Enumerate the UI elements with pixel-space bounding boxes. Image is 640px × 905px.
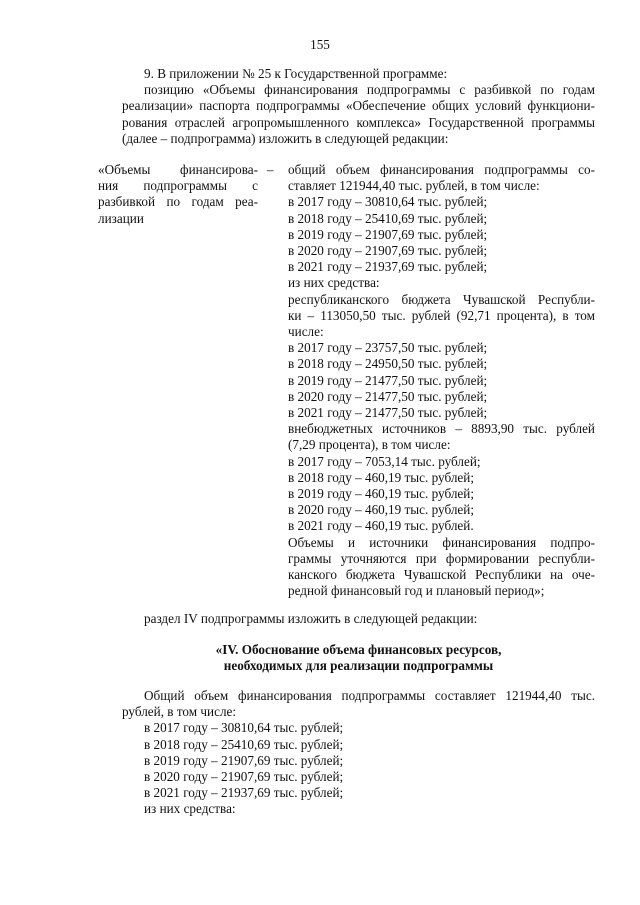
closing-line: в 2017 году – 30810,64 тыс. рублей; [144,720,344,736]
right-cell-line: в 2017 году – 7053,14 тыс. рублей; [288,453,481,469]
intro-paragraph [122,66,595,147]
intro-line: (далее – подпрограмма) изложить в следующей редакции: [122,130,449,146]
right-cell-line: ки – 113050,50 тыс. рублей (92,71 процента), в том [288,307,595,323]
right-cell-line: (7,29 процента), в том числе: [288,437,451,453]
right-cell-line: внебюджетных источников – 8893,90 тыс. рублей [288,421,595,437]
right-cell-line: в 2017 году – 30810,64 тыс. рублей; [288,194,488,210]
table-left-cell [98,162,258,227]
table-dash: – [267,162,274,177]
right-cell-line: граммы уточняются при формировании республи- [288,550,595,566]
intro-line: реализации» паспорта подпрограммы «Обеспечение общих условий функциони- [122,98,595,114]
closing-line: рублей, в том числе: [122,704,237,720]
right-cell-line: в 2020 году – 460,19 тыс. рублей; [288,502,474,518]
right-cell-line: редной финансовый год и плановый период»; [288,583,545,599]
section-instruction: раздел IV подпрограммы изложить в следующей редакции: [144,611,478,626]
section-heading-line: «IV. Обоснование объема финансовых ресурсов, [215,642,502,657]
closing-paragraph [122,688,595,818]
right-cell-line: из них средства: [288,275,380,291]
page-number: 155 [310,37,330,52]
left-cell-line: лизации [98,210,144,226]
right-cell-line: Объемы и источники финансирования подпро- [288,534,595,550]
right-cell-line: в 2017 году – 23757,50 тыс. рублей; [288,340,488,356]
right-cell-line: в 2018 году – 24950,50 тыс. рублей; [288,356,488,372]
closing-line: Общий объем финансирования подпрограммы составляет 121944,40 тыс. [144,688,595,703]
left-cell-line: «Объемы финансирова- [98,162,258,177]
right-cell-line: ставляет 121944,40 тыс. рублей, в том числе: [288,178,540,194]
right-cell-line: в 2020 году – 21477,50 тыс. рублей; [288,388,488,404]
right-cell-line: в 2019 году – 21477,50 тыс. рублей; [288,372,488,388]
closing-line: в 2018 году – 25410,69 тыс. рублей; [144,736,344,752]
right-cell-line: числе: [288,324,324,340]
closing-line: в 2021 году – 21937,69 тыс. рублей; [144,785,344,801]
right-cell-line: в 2018 году – 25410,69 тыс. рублей; [288,210,488,226]
left-cell-line: ния подпрограммы с [98,178,258,194]
right-cell-line: в 2021 году – 460,19 тыс. рублей. [288,518,474,534]
intro-line: 9. В приложении № 25 к Государственной программе: [144,66,448,81]
right-cell-line: в 2019 году – 21907,69 тыс. рублей; [288,226,488,242]
intro-line: рования отраслей агропромышленного комплекса» Государственной программы [122,114,595,130]
right-cell-line: республиканского бюджета Чувашской Республи- [288,291,595,307]
section-heading-line: необходимых для реализации подпрограммы [223,658,494,674]
closing-line: в 2019 году – 21907,69 тыс. рублей; [144,752,344,768]
right-cell-line: в 2021 году – 21477,50 тыс. рублей; [288,405,488,421]
right-cell-line: в 2021 году – 21937,69 тыс. рублей; [288,259,488,275]
left-cell-line: разбивкой по годам реа- [98,194,258,210]
closing-line: из них средства: [144,801,236,817]
closing-line: в 2020 году – 21907,69 тыс. рублей; [144,769,344,785]
right-cell-line: общий объем финансирования подпрограммы со- [288,162,595,177]
section-heading [122,642,595,674]
right-cell-line: в 2019 году – 460,19 тыс. рублей; [288,486,474,502]
right-cell-line: в 2018 году – 460,19 тыс. рублей; [288,469,474,485]
intro-line: позицию «Объемы финансирования подпрограммы с разбивкой по годам [144,82,595,98]
table-right-cell [288,162,595,599]
right-cell-line: в 2020 году – 21907,69 тыс. рублей; [288,243,488,259]
right-cell-line: канского бюджета Чувашской Республики на оче- [288,567,595,583]
